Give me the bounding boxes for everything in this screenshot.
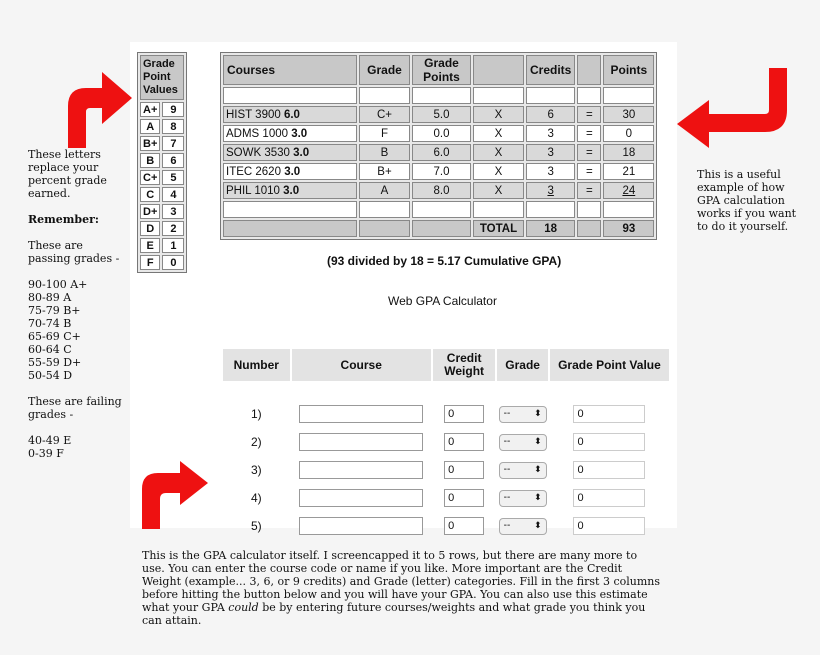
points-header: Points xyxy=(603,55,654,85)
row-number: 5) xyxy=(250,519,262,533)
gpv-letter: D xyxy=(140,221,160,236)
passing-label: These are passing grades - xyxy=(28,239,120,265)
course-row xyxy=(223,106,654,123)
select-arrows-icon: ⬍ xyxy=(534,463,542,474)
gpv-row xyxy=(140,187,184,202)
select-arrows-icon: ⬍ xyxy=(534,407,542,418)
times-cell: X xyxy=(473,106,524,123)
gpv-letter: F xyxy=(140,255,160,270)
courses-header: Courses xyxy=(223,55,357,85)
grade-point-value-field: 0 xyxy=(573,433,645,451)
gpv-value: 3 xyxy=(162,204,184,219)
times-cell: X xyxy=(473,125,524,142)
credits-cell: 6 xyxy=(526,106,575,123)
grade-points-cell: 5.0 xyxy=(412,106,471,123)
grade-cell: B xyxy=(359,144,410,161)
courses-table xyxy=(220,52,657,240)
grade-points-cell: 7.0 xyxy=(412,163,471,180)
grade-select[interactable]: -- ⬍ xyxy=(499,490,547,507)
passing-item: 70-74 B xyxy=(28,317,72,330)
select-arrows-icon: ⬍ xyxy=(534,491,542,502)
grade-cell: F xyxy=(359,125,410,142)
course-cell: PHIL 1010 3.0 xyxy=(223,182,357,199)
grade-point-values-table xyxy=(137,52,187,273)
passing-item: 90-100 A+ xyxy=(28,278,88,291)
gpv-row xyxy=(140,255,184,270)
web-calc-title: Web GPA Calculator xyxy=(388,294,497,308)
grade-cell: C+ xyxy=(359,106,410,123)
equals-cell: = xyxy=(577,125,601,142)
red-arrow-icon xyxy=(62,68,134,150)
calc-header-row xyxy=(223,349,669,381)
course-header: Course xyxy=(292,349,431,381)
grade-select[interactable]: -- ⬍ xyxy=(499,406,547,423)
passing-item: 60-64 C xyxy=(28,343,72,356)
failing-list xyxy=(28,434,123,460)
gpv-row xyxy=(140,204,184,219)
gpv-row xyxy=(140,119,184,134)
times-header xyxy=(473,55,524,85)
gpv-value: 8 xyxy=(162,119,184,134)
gpv-value: 7 xyxy=(162,136,184,151)
points-cell: 30 xyxy=(603,106,654,123)
total-row xyxy=(223,220,654,237)
bottom-note: This is the GPA calculator itself. I screencapped it to 5 rows, but there are many more to use. You can enter the course code or name if you like. More important are the Credit Weight (example... 3, 6, or 9 credits) and Grade (letter) categories. Fill in the first 3 columns before hitting the button below and you will have your GPA. You can also use this estimate what your GPA could be by entering future courses/weights and what grade you think you can attain. xyxy=(142,549,661,627)
gpv-letter: A+ xyxy=(140,102,160,117)
grade-points-header: Grade Points xyxy=(412,55,471,85)
equals-header xyxy=(577,55,601,85)
course-input[interactable] xyxy=(299,461,423,479)
failing-item: 40-49 E xyxy=(28,434,72,447)
grade-cell: A xyxy=(359,182,410,199)
courses-header-row xyxy=(223,55,654,85)
course-cell: ITEC 2620 3.0 xyxy=(223,163,357,180)
credit-weight-input[interactable]: 0 xyxy=(444,405,484,423)
course-row xyxy=(223,144,654,161)
grade-header: Grade xyxy=(497,349,547,381)
times-cell: X xyxy=(473,163,524,180)
equals-cell: = xyxy=(577,106,601,123)
grade-point-value-field: 0 xyxy=(573,489,645,507)
gpv-letter: E xyxy=(140,238,160,253)
credits-cell: 3 xyxy=(526,125,575,142)
calc-row xyxy=(223,485,669,511)
failing-label: These are failing grades - xyxy=(28,395,122,421)
times-cell: X xyxy=(473,144,524,161)
passing-item: 80-89 A xyxy=(28,291,72,304)
number-header: Number xyxy=(223,349,290,381)
gpv-letter: B+ xyxy=(140,136,160,151)
row-number: 2) xyxy=(250,435,262,449)
grade-select[interactable]: -- ⬍ xyxy=(499,518,547,535)
total-label: TOTAL xyxy=(473,220,524,237)
grade-point-value-field: 0 xyxy=(573,517,645,535)
gpa-summary: (93 divided by 18 = 5.17 Cumulative GPA) xyxy=(327,254,562,268)
gpv-header-row xyxy=(140,55,184,100)
left-note xyxy=(28,148,123,473)
gpv-value: 4 xyxy=(162,187,184,202)
credit-weight-input[interactable]: 0 xyxy=(444,489,484,507)
credit-weight-header: Credit Weight xyxy=(433,349,496,381)
grade-point-value-header: Grade Point Value xyxy=(550,349,669,381)
grade-points-cell: 8.0 xyxy=(412,182,471,199)
gpv-letter: D+ xyxy=(140,204,160,219)
grade-cell: B+ xyxy=(359,163,410,180)
course-input[interactable] xyxy=(299,517,423,535)
total-credits: 18 xyxy=(526,220,575,237)
calc-row xyxy=(223,513,669,539)
gpv-value: 5 xyxy=(162,170,184,185)
credit-weight-input[interactable]: 0 xyxy=(444,517,484,535)
points-cell: 21 xyxy=(603,163,654,180)
grade-select[interactable]: -- ⬍ xyxy=(499,434,547,451)
course-input[interactable] xyxy=(299,489,423,507)
total-points: 93 xyxy=(603,220,654,237)
passing-item: 75-79 B+ xyxy=(28,304,81,317)
gpv-row xyxy=(140,238,184,253)
red-arrow-icon xyxy=(675,66,797,150)
gpv-letter: C+ xyxy=(140,170,160,185)
grade-points-cell: 0.0 xyxy=(412,125,471,142)
gpv-row xyxy=(140,153,184,168)
equals-cell: = xyxy=(577,144,601,161)
credit-weight-input[interactable]: 0 xyxy=(444,461,484,479)
grade-header: Grade xyxy=(359,55,410,85)
gpv-row xyxy=(140,136,184,151)
passing-item: 55-59 D+ xyxy=(28,356,82,369)
passing-list xyxy=(28,278,123,382)
gpa-calculator xyxy=(221,347,671,541)
grade-select[interactable]: -- ⬍ xyxy=(499,462,547,479)
row-number: 4) xyxy=(250,491,262,505)
course-row xyxy=(223,182,654,199)
left-note-intro: These letters replace your percent grade earned. xyxy=(28,148,107,200)
gpv-letter: A xyxy=(140,119,160,134)
times-cell: X xyxy=(473,182,524,199)
gpv-value: 6 xyxy=(162,153,184,168)
calc-row xyxy=(223,457,669,483)
gpv-letter: C xyxy=(140,187,160,202)
left-note-remember: Remember: xyxy=(28,213,99,226)
calc-row xyxy=(223,429,669,455)
gpv-letter: B xyxy=(140,153,160,168)
course-input[interactable] xyxy=(299,405,423,423)
course-row xyxy=(223,125,654,142)
red-arrow-icon xyxy=(138,459,210,531)
passing-item: 50-54 D xyxy=(28,369,73,382)
points-cell: 18 xyxy=(603,144,654,161)
equals-cell: = xyxy=(577,163,601,180)
total-blank xyxy=(223,220,357,237)
credits-cell: 3 xyxy=(526,182,575,199)
gpv-row xyxy=(140,170,184,185)
grade-point-value-field: 0 xyxy=(573,405,645,423)
gpv-value: 0 xyxy=(162,255,184,270)
credits-cell: 3 xyxy=(526,144,575,161)
failing-item: 0-39 F xyxy=(28,447,64,460)
select-arrows-icon: ⬍ xyxy=(534,435,542,446)
gpv-value: 2 xyxy=(162,221,184,236)
points-cell: 24 xyxy=(603,182,654,199)
course-row xyxy=(223,163,654,180)
credits-cell: 3 xyxy=(526,163,575,180)
course-input[interactable] xyxy=(299,433,423,451)
right-note: This is a useful example of how GPA calculation works if you want to do it yourself. xyxy=(697,168,797,233)
gpv-header: Grade Point Values xyxy=(140,55,184,100)
gpv-value: 9 xyxy=(162,102,184,117)
passing-item: 65-69 C+ xyxy=(28,330,81,343)
grade-point-value-field: 0 xyxy=(573,461,645,479)
credit-weight-input[interactable]: 0 xyxy=(444,433,484,451)
course-cell: ADMS 1000 3.0 xyxy=(223,125,357,142)
gpv-row xyxy=(140,102,184,117)
gpv-value: 1 xyxy=(162,238,184,253)
blank-row xyxy=(223,87,654,104)
course-cell: SOWK 3530 3.0 xyxy=(223,144,357,161)
grade-points-cell: 6.0 xyxy=(412,144,471,161)
select-arrows-icon: ⬍ xyxy=(534,519,542,530)
row-number: 3) xyxy=(250,463,262,477)
row-number: 1) xyxy=(250,407,262,421)
gpv-row xyxy=(140,221,184,236)
points-cell: 0 xyxy=(603,125,654,142)
calc-row xyxy=(223,401,669,427)
course-cell: HIST 3900 6.0 xyxy=(223,106,357,123)
blank-row xyxy=(223,201,654,218)
credits-header: Credits xyxy=(526,55,575,85)
equals-cell: = xyxy=(577,182,601,199)
